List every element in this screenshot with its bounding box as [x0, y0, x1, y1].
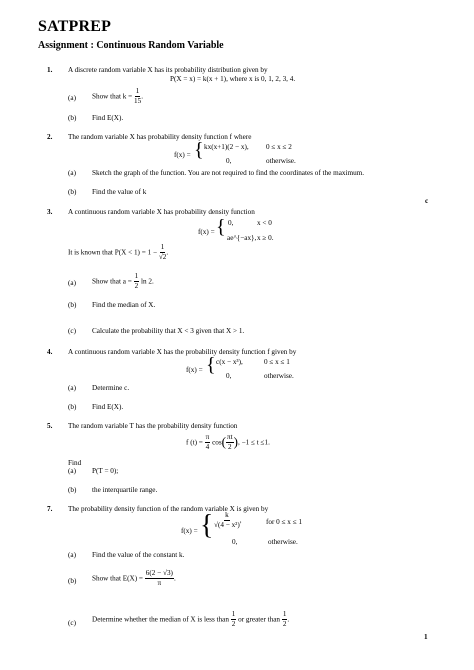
q1-stem: A discrete random variable X has its probability distribution given by [68, 66, 268, 74]
q5-find: Find [68, 459, 82, 467]
q2-a-text: Sketch the graph of the function. You are not required to find the coordinates of the maximum. [92, 169, 365, 177]
q3-b-label: (b) [68, 301, 77, 309]
q2-f-lhs: f(x) = [174, 151, 191, 159]
assignment-title: Assignment : Continuous Random Variable [38, 40, 224, 51]
q2-case1: kx(x+1)(2 − x), [204, 143, 249, 151]
q3-stem: A continuous random variable X has probability density function [68, 208, 255, 216]
q7-f-lhs: f(x) = [181, 527, 198, 535]
q5-a-label: (a) [68, 467, 76, 475]
q4-stem: A continuous random variable X has the probability density function f given by [68, 348, 297, 356]
q4-a-text: Determine c. [92, 384, 130, 392]
q7-c-fraction-2: $\frac{1}{2}$ [282, 610, 287, 629]
q4-case1-cond: 0 ≤ x ≤ 1 [264, 358, 290, 366]
q2-a-label: (a) [68, 169, 76, 177]
q7-a-text: Find the value of the constant k. [92, 551, 185, 559]
q4-case1: c(x − x³), [216, 358, 243, 366]
q1-number: 1. [47, 66, 53, 74]
q5-f-lhs: f (t) = [186, 438, 203, 447]
q7-number: 7. [47, 505, 53, 513]
q1-formula: P(X = x) = k(x + 1), where x is 0, 1, 2, 3, 4. [170, 75, 296, 83]
q3-brace: { [216, 216, 226, 238]
q5-cos: cos [212, 438, 222, 447]
q1-b-text: Find E(X). [92, 114, 124, 122]
q3-b-text: Find the median of X. [92, 301, 156, 309]
q3-a-label: (a) [68, 279, 76, 287]
q7-case2: 0, [232, 538, 238, 546]
q5-stem: The random variable T has the probability density function [68, 422, 238, 430]
q2-case1-cond: 0 ≤ x ≤ 2 [266, 143, 292, 151]
q7-brace: { [200, 510, 214, 541]
q7-c-fraction-1: $\frac{1}{2}$ [231, 610, 236, 629]
q7-b-text: Show that E(X) = $\frac{6(2 - √3)}{\pi}$ . [92, 569, 176, 588]
q3-a-tail: ln 2. [140, 277, 154, 286]
q4-case2-cond: otherwise. [264, 372, 294, 380]
q5-formula: f (t) = $\frac{\pi}{4}$ cos( $\frac{\pi t}{2}$ ), −1 ≤ t ≤1. [186, 433, 270, 452]
q7-c-prefix: Determine whether the median of X is less than [92, 615, 229, 624]
q5-a-text: P(T = 0); [92, 467, 119, 475]
q3-case2-cond: x ≥ 0. [257, 234, 274, 242]
q5-b-label: (b) [68, 486, 77, 494]
q5-number: 5. [47, 422, 53, 430]
q1-b-label: (b) [68, 114, 77, 122]
q2-b-text: Find the value of k [92, 188, 147, 196]
q3-a-fraction: $\frac{1}{2}$ [134, 272, 139, 291]
q3-case1: 0, [228, 219, 234, 227]
q2-stem: The random variable X has probability density function f where [68, 133, 252, 141]
q4-case2: 0, [226, 372, 232, 380]
q3-case2: ae^{−ax}, [227, 234, 257, 242]
q1-a-label: (a) [68, 94, 76, 102]
q7-a-label: (a) [68, 551, 76, 559]
q4-brace: { [206, 354, 216, 376]
q4-a-label: (a) [68, 384, 76, 392]
q5-coef-fraction: $\frac{\pi}{4}$ [205, 433, 210, 452]
q3-f-lhs: f(x) = [198, 228, 215, 236]
q3-known-fraction: $\frac{1}{√2}$ [158, 243, 167, 262]
q7-stem: The probability density function of the random variable X is given by [68, 505, 269, 513]
page-number: 1 [424, 633, 428, 641]
q7-case2-cond: otherwise. [268, 538, 298, 546]
q5-inner-fraction: $\frac{\pi t}{2}$ [227, 433, 233, 452]
q1-a-prefix: Show that k = [92, 92, 133, 101]
q5-b-text: the interquartile range. [92, 486, 158, 494]
q7-b-prefix: Show that E(X) = [92, 574, 143, 583]
q1-a-fraction: $\frac{1}{15}$ [134, 87, 142, 106]
margin-mark: c [425, 197, 429, 205]
q4-f-lhs: f(x) = [186, 366, 203, 374]
q3-a-prefix: Show that a = [92, 277, 132, 286]
q7-c-text: Determine whether the median of X is less than $\frac{1}{2}$ or greater than $\frac{1}{2}$ . [92, 610, 290, 629]
q5-f-tail: , −1 ≤ t ≤1. [237, 438, 270, 447]
q4-number: 4. [47, 348, 53, 356]
q2-brace: { [194, 139, 204, 161]
brand-title: SATPREP [38, 18, 112, 35]
q3-c-label: (c) [68, 327, 76, 335]
q7-case1-fraction: $\frac{k}{\text{√(4 − x²)}}$ , [214, 511, 242, 530]
q3-a-text [92, 273, 154, 290]
q7-case1-cond: for 0 ≤ x ≤ 1 [266, 518, 303, 526]
q3-known-prefix: It is known that P(X < 1) = 1 − [68, 248, 158, 257]
q7-c-label: (c) [68, 619, 76, 627]
q4-b-text: Find E(X). [92, 403, 124, 411]
q2-case2: 0, [226, 157, 232, 165]
q7-b-fraction: $\frac{6(2 - √3)}{\pi}$ [145, 569, 173, 588]
q3-known: It is known that P(X < 1) = 1 − $\frac{1}{√2}$ . [68, 243, 169, 262]
q3-c-text: Calculate the probability that X < 3 given that X > 1. [92, 327, 245, 335]
q3-case1-cond: x < 0 [257, 219, 272, 227]
q2-number: 2. [47, 133, 53, 141]
q7-c-mid: or greater than [238, 615, 281, 624]
q2-b-label: (b) [68, 188, 77, 196]
q1-a-text: Show that k = $\frac{1}{15}$ . [92, 87, 143, 106]
q7-b-label: (b) [68, 577, 77, 585]
q2-case2-cond: otherwise. [266, 157, 296, 165]
q3-number: 3. [47, 208, 53, 216]
q4-b-label: (b) [68, 403, 77, 411]
